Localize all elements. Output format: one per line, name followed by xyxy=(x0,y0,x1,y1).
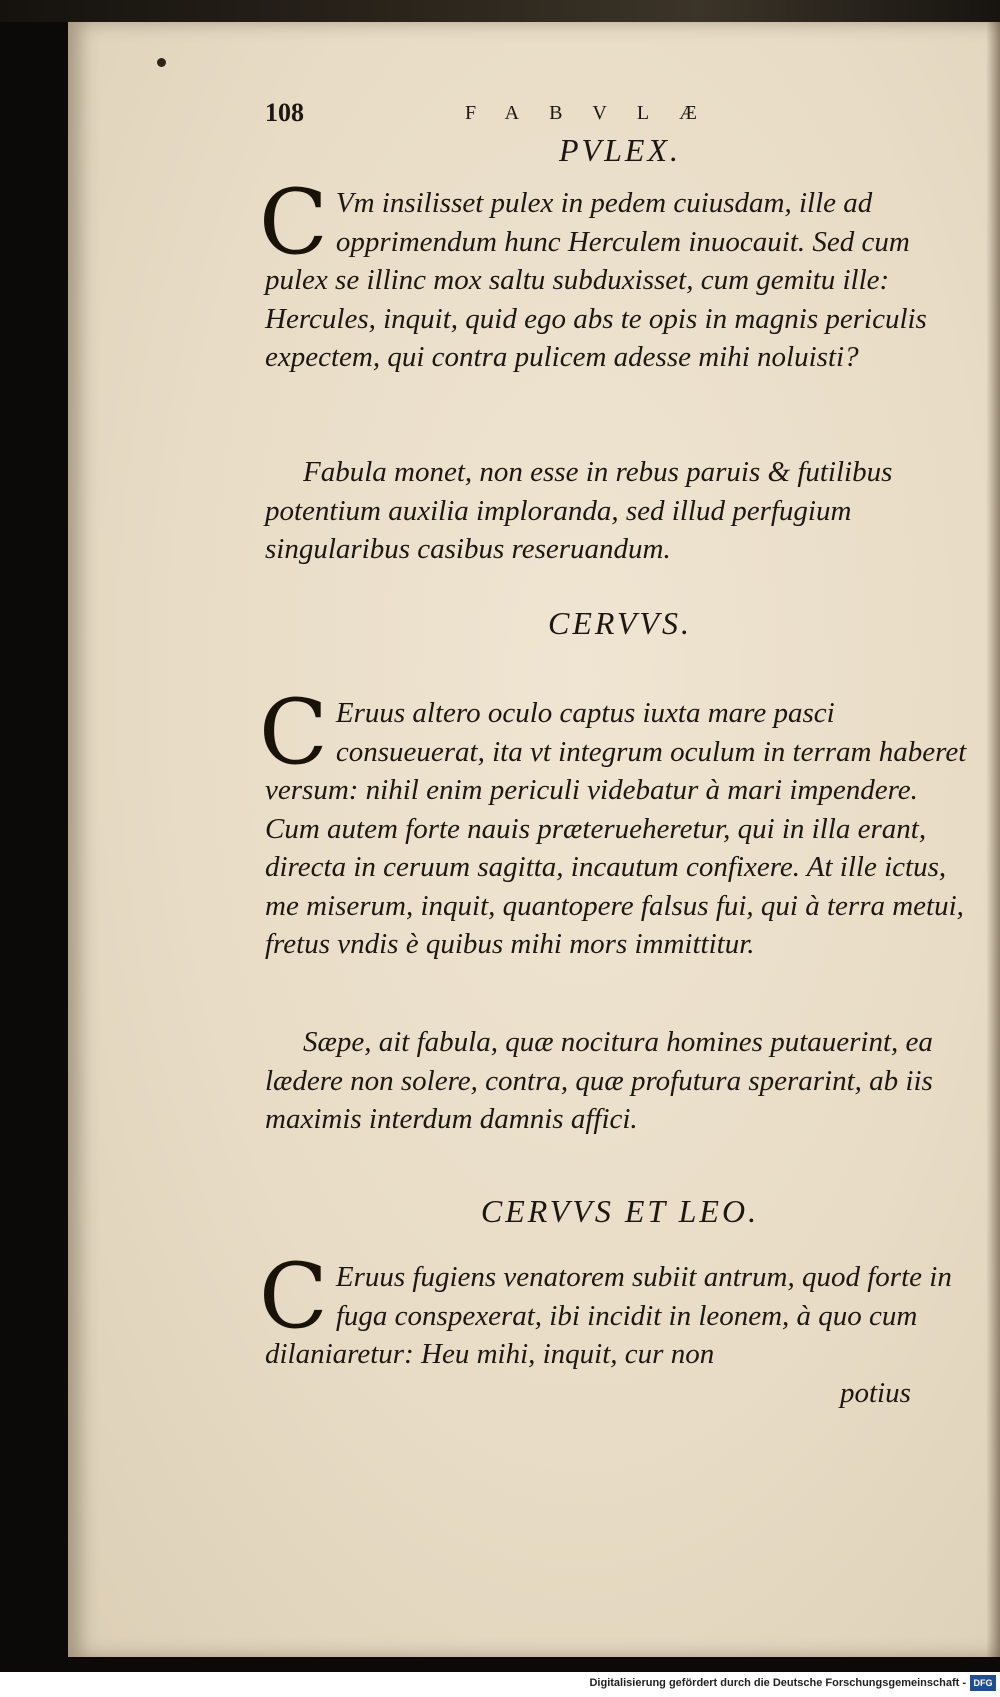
drop-cap: C xyxy=(259,1244,328,1349)
dfg-logo[interactable]: DFG xyxy=(970,1675,996,1691)
running-header xyxy=(265,98,975,132)
running-title: FABVLÆ xyxy=(465,102,727,124)
fable-moral-cervus: Sæpe, ait fabula, quæ nocitura homines putauerint, ea lædere non solere, contra, quæ profutura sperarint, ab iis maximis interdum damnis affici. xyxy=(265,1026,933,1135)
catchword: potius xyxy=(840,1377,911,1409)
page-edge-shadow xyxy=(986,22,1000,1657)
fable-body: Eruus altero oculo captus iuxta mare pasci consueuerat, ita vt integrum oculum in terram haberet versum: nihil enim periculi videbatur à mari impendere. Cum autem forte nauis præterueheretur, qui in illa erant, directa in ceruum sagitta, incautum confixere. At ille ictus, me miserum, inquit, quantopere falsus fui, qui à terra metui, fretus vndis è quibus mihi mors immittitur. xyxy=(265,697,967,960)
fable-body: Vm insilisset pulex in pedem cuiusdam, ille ad opprimendum hunc Herculem inuocauit. Sed cum pulex se illinc mox saltu subduxisset, cum gemitu ille: Hercules, inquit, quid ego abs te opis in magnis periculis expectem, qui contra pulicem adesse mihi noluisti? xyxy=(265,187,927,373)
fable-text-cervus-et-leo xyxy=(259,1244,970,1374)
drop-cap: C xyxy=(259,680,328,785)
fable-body: Eruus fugiens venatorem subiit antrum, quod forte in fuga conspexerat, ibi incidit in leonem, à quo cum dilaniaretur: Heu mihi, inquit, cur non xyxy=(265,1261,952,1370)
fable-text-cervus xyxy=(259,680,970,964)
fable-title-cervus: CERVVS. xyxy=(548,605,692,641)
footer-credit: Digitalisierung gefördert durch die Deutsche Forschungsgemeinschaft - xyxy=(589,1677,966,1689)
scanner-top-band xyxy=(0,0,1000,22)
fable-moral-pulex: Fabula monet, non esse in rebus paruis & futilibus potentium auxilia imploranda, sed illud perfugium singularibus casibus reseruandum. xyxy=(265,456,893,565)
fable-text-pulex xyxy=(259,170,970,377)
fable-title-cervus-et-leo: CERVVS ET LEO. xyxy=(480,1193,760,1229)
ink-spot xyxy=(157,58,166,67)
drop-cap: C xyxy=(259,170,328,275)
page-number: 108 xyxy=(265,98,304,127)
fable-title-pulex: PVLEX. xyxy=(559,132,681,168)
footer-bar xyxy=(0,1672,1000,1697)
